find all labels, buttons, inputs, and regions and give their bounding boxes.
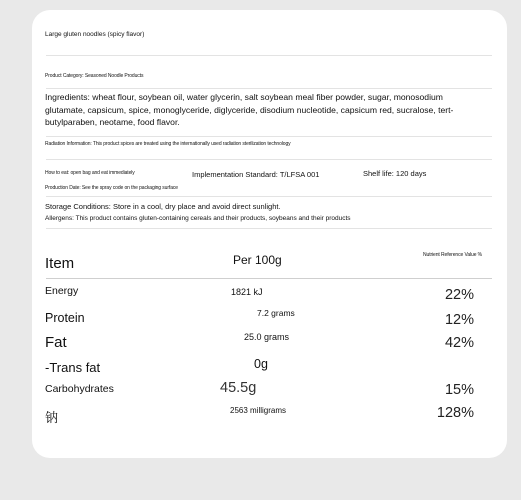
nrv-header: Nutrient Reference Value %	[423, 252, 483, 258]
product-category: Product Category: Seasoned Noodle Products	[45, 73, 144, 79]
item-header: Item	[45, 255, 75, 272]
radiation-info: Radiation Information: This product spices are treated using the internationally used radiation sterilization technology	[45, 141, 291, 147]
product-name: Large gluten noodles (spicy flavor)	[45, 31, 145, 38]
row-value: 0g	[254, 357, 268, 371]
row-item: Carbohydrates	[45, 383, 114, 395]
row-item: -Trans fat	[45, 360, 101, 375]
row-value: 25.0 grams	[244, 332, 290, 342]
row-value: 7.2 grams	[257, 308, 295, 318]
storage-conditions: Storage Conditions: Store in a cool, dry place and avoid direct sunlight.	[45, 202, 281, 211]
label-card	[32, 10, 507, 458]
implementation-standard: Implementation Standard: T/LFSA 001	[192, 170, 320, 179]
row-value: 45.5g	[220, 380, 257, 396]
table-header-divider	[46, 278, 492, 279]
row-value: 2563 milligrams	[230, 406, 287, 415]
per-100g-header: Per 100g	[233, 253, 282, 267]
row-item: Fat	[45, 334, 67, 351]
divider	[46, 159, 492, 160]
divider	[46, 228, 492, 229]
row-nrv: 128%	[436, 405, 474, 421]
divider	[46, 88, 492, 89]
row-item: Energy	[45, 285, 79, 297]
row-item: Protein	[45, 311, 85, 325]
row-value: 1821 kJ	[231, 287, 263, 297]
ingredients: Ingredients: wheat flour, soybean oil, water glycerin, salt soybean meal fiber powder, sugar, monosodium glutamate, capsicum, spice, monoglyceride, diglyceride, disodium nucleotide, capsicum red, sucralose, tert-butylparaben, neotame, food flavor.	[45, 92, 454, 127]
shelf-life: Shelf life: 120 days	[363, 169, 427, 178]
allergens: Allergens: This product contains gluten-containing cereals and their products, soybeans and their products	[45, 215, 351, 222]
divider	[46, 136, 492, 137]
production-date: Production Date: See the spray code on the packaging surface	[45, 185, 178, 191]
divider	[46, 196, 492, 197]
row-nrv: 42%	[444, 335, 474, 351]
row-item: 钠	[45, 411, 59, 426]
how-to-eat: How to eat: open bag and eat immediately	[45, 170, 135, 176]
row-nrv: 22%	[444, 287, 474, 303]
row-nrv: 15%	[444, 382, 474, 398]
row-nrv: 12%	[444, 312, 474, 328]
divider	[46, 55, 492, 56]
